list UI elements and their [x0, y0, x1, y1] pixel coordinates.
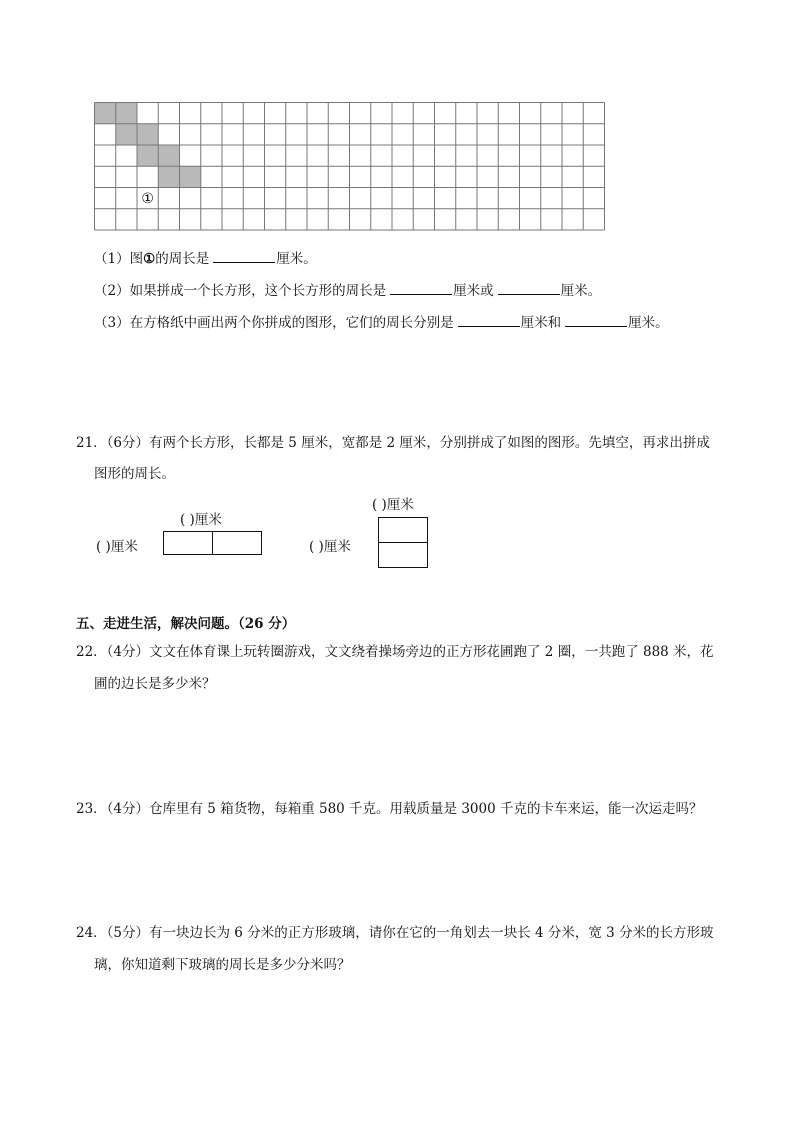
q22-line1: 22．（4分）文文在体育课上玩转圈游戏，文文绕着操场旁边的正方形花圃跑了 2 圈，一共跑了 888 米，花 [76, 644, 714, 660]
fig1-rect-left [163, 531, 213, 555]
shaded-cell [158, 166, 179, 187]
q20-part3 [94, 311, 669, 331]
fig1-left-label: ( )厘米 [96, 539, 138, 555]
q21-line2: 图形的周长。 [94, 466, 175, 482]
shaded-cell [116, 124, 137, 145]
q20-part3-text: （3）在方格纸中画出两个你拼成的图形，它们的周长分别是 [94, 315, 454, 331]
q20-part1 [94, 247, 317, 267]
fig2-rect-top [378, 517, 428, 543]
q20-part1-unit: 厘米。 [276, 251, 317, 267]
section-heading: 五、走进生活，解决问题。（26 分） [76, 616, 296, 632]
fig2-top-label: ( )厘米 [372, 497, 414, 513]
q20-part2-mid: 厘米或 [453, 283, 494, 299]
figure-marker-label: ① [141, 191, 154, 208]
shaded-cell [116, 103, 137, 124]
q22-line2: 圃的边长是多少米？ [94, 676, 216, 692]
fig2-left-label: ( )厘米 [309, 539, 351, 555]
q20-part2-unit: 厘米。 [560, 283, 602, 299]
shaded-cell [137, 124, 158, 145]
answer-blank[interactable] [390, 281, 452, 296]
grid-paper [94, 102, 608, 232]
shaded-cell [158, 145, 179, 166]
figure-marker: ① [143, 251, 156, 267]
q24-line1: 24．（5分）有一块边长为 6 分米的正方形玻璃，请你在它的一角划去一块长 4 分米，宽 3 分米的长方形玻 [76, 925, 714, 941]
fig1-top-label: ( )厘米 [180, 512, 222, 528]
q23-line1: 23．（4分）仓库里有 5 箱货物，每箱重 580 千克。用载质量是 3000 千克的卡车来运，能一次运走吗？ [76, 801, 703, 817]
shaded-cell [180, 166, 201, 187]
q24-line2: 璃，你知道剩下玻璃的周长是多少分米吗？ [94, 957, 351, 973]
answer-blank[interactable] [498, 281, 560, 296]
q20-part1-mid: 的周长是 [155, 251, 210, 267]
q21-line1: 21．（6分）有两个长方形，长都是 5 厘米，宽都是 2 厘米，分别拼成了如图的图形。先填空，再求出拼成 [76, 435, 710, 451]
q20-part3-mid: 厘米和 [520, 315, 562, 331]
answer-blank[interactable] [213, 249, 275, 264]
shaded-cell [95, 103, 116, 124]
shaded-cell [137, 145, 158, 166]
q20-part3-unit: 厘米。 [628, 315, 669, 331]
answer-blank[interactable] [565, 313, 627, 328]
q20-part2-text: （2）如果拼成一个长方形，这个长方形的周长是 [94, 283, 387, 299]
fig2-rect-bottom [378, 542, 428, 568]
q20-part1-text: （1）图 [94, 251, 144, 267]
fig1-rect-right [212, 531, 262, 555]
answer-blank[interactable] [458, 313, 520, 328]
q20-part2 [94, 279, 601, 299]
